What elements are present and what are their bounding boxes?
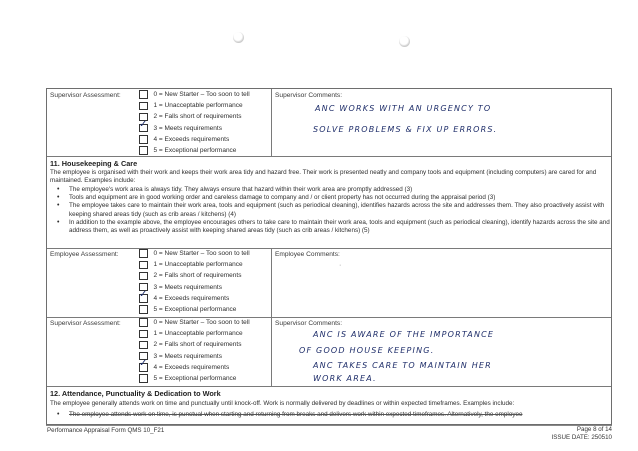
- rating-option-label: 0 = New Starter – Too soon to tell: [153, 91, 250, 99]
- rating-option-0: [139, 317, 250, 328]
- divider-h1: [47, 156, 611, 157]
- employee-comments-label: Employee Comments:: [275, 251, 340, 258]
- rating-option-5: [139, 373, 250, 384]
- supervisor-handwriting-line-3: ANC IS AWARE OF THE IMPORTANCE: [313, 330, 495, 339]
- rating-option-1: [139, 259, 250, 270]
- rating-options-3: [139, 317, 250, 384]
- page-number: Page 8 of 14: [576, 426, 612, 433]
- rating-option-label: 4 = Exceeds requirements: [153, 135, 230, 143]
- rating-option-1: [139, 100, 250, 111]
- section-12-title: 12. Attendance, Punctuality & Dedication to Work: [50, 389, 221, 398]
- list-item: • The employee's work area is always tidy. They always ensure that hazard within their work area are promptly addressed (3): [69, 186, 624, 194]
- rating-option-1: [139, 328, 250, 339]
- rating-options-2: [139, 248, 250, 315]
- stray-mark: ·: [339, 262, 342, 269]
- supervisor-assessment-block-2: [47, 317, 611, 386]
- punch-hole-right: [399, 36, 410, 47]
- issue-date: ISSUE DATE: 250510: [551, 433, 612, 441]
- checkbox[interactable]: [139, 330, 148, 339]
- list-item: • Tools and equipment are in good working order and careless damage to company and / or client property has not occurred during the appraisal period (3): [69, 194, 624, 202]
- rating-option-label: 2 = Falls short of requirements: [153, 113, 242, 121]
- checkbox[interactable]: [139, 318, 148, 327]
- footer-rule: [46, 425, 612, 426]
- list-item: • The employee attends work on time, is punctual when starting and returning from breaks and delivers work within expected timeframes. Alternatively, the employee: [69, 411, 624, 419]
- supervisor-handwriting-line-5: ANC TAKES CARE TO MAINTAIN HER: [313, 361, 492, 370]
- checkbox[interactable]: [139, 261, 148, 270]
- footer-form-id: Performance Appraisal Form QMS 10_F21: [47, 427, 165, 434]
- rating-option-label: 5 = Exceptional performance: [153, 306, 237, 314]
- checkbox[interactable]: [139, 305, 148, 314]
- rating-option-label: 3 = Meets requirements: [153, 124, 222, 132]
- rating-options-1: [139, 89, 250, 156]
- checkbox[interactable]: [139, 102, 148, 111]
- checkbox[interactable]: [139, 294, 148, 303]
- rating-option-label: 5 = Exceptional performance: [153, 375, 237, 383]
- footer-page-info: [552, 426, 612, 441]
- rating-option-3: [139, 282, 250, 293]
- checkbox[interactable]: [139, 374, 148, 383]
- rating-option-label: 1 = Unacceptable performance: [153, 261, 243, 269]
- rating-option-4: [139, 362, 250, 373]
- rating-option-5: [139, 145, 250, 156]
- rating-option-label: 4 = Exceeds requirements: [153, 363, 230, 371]
- list-item: • The employee takes care to maintain their work area, tools and equipment (such as periodical cleaning), identifies hazards across the site and addresses them. They also proactively assist with keeping shared areas tidy (such as crib areas / kitchens) (4): [69, 202, 624, 218]
- supervisor-comments-label: Supervisor Comments:: [275, 92, 343, 99]
- employee-assessment-block: [47, 248, 611, 317]
- rating-option-0: [139, 248, 250, 259]
- rating-option-label: 1 = Unacceptable performance: [153, 102, 243, 110]
- supervisor-handwriting-line-4: OF GOOD HOUSE KEEPING.: [299, 346, 435, 355]
- rating-option-label: 5 = Exceptional performance: [153, 147, 237, 155]
- rating-option-label: 3 = Meets requirements: [153, 352, 222, 360]
- rating-option-4: [139, 134, 250, 145]
- punch-hole-left: [233, 32, 244, 43]
- checkbox[interactable]: [139, 124, 148, 133]
- section-11-bullets: [47, 186, 624, 235]
- section-12-bullets: [47, 411, 624, 419]
- rating-option-label: 2 = Falls short of requirements: [153, 272, 242, 280]
- checkbox[interactable]: [139, 135, 148, 144]
- section-11-intro: The employee is organised with their work and keeps their work area tidy and hazard free. Their work is presented neatly and company tools and equipment (including computers) are cared for and maintained. Examples include:: [50, 169, 597, 185]
- rating-option-2: [139, 111, 250, 122]
- checkbox[interactable]: [139, 146, 148, 155]
- rating-option-label: 1 = Unacceptable performance: [153, 330, 243, 338]
- checkbox[interactable]: [139, 363, 148, 372]
- supervisor-handwriting-line-6: WORK AREA.: [313, 374, 377, 383]
- rating-option-label: 3 = Meets requirements: [153, 283, 222, 291]
- rating-option-0: [139, 89, 250, 100]
- rating-option-2: [139, 270, 250, 281]
- divider-v2: [271, 248, 272, 317]
- divider-v3: [271, 317, 272, 386]
- checkbox[interactable]: [139, 90, 148, 99]
- rating-option-3: [139, 351, 250, 362]
- rating-option-2: [139, 339, 250, 350]
- supervisor-handwriting-line-1: ANC WORKS WITH AN URGENCY TO: [315, 104, 492, 113]
- rating-option-5: [139, 304, 250, 315]
- checkbox[interactable]: [139, 249, 148, 258]
- rating-option-4: [139, 293, 250, 304]
- appraisal-page: [46, 88, 612, 425]
- rating-option-label: 4 = Exceeds requirements: [153, 294, 230, 302]
- divider-h4: [47, 386, 611, 387]
- employee-assessment-label: Employee Assessment:: [50, 251, 119, 258]
- supervisor-handwriting-line-2: SOLVE PROBLEMS & FIX UP ERRORS.: [313, 125, 498, 134]
- rating-option-3: [139, 123, 250, 134]
- checkbox[interactable]: [139, 341, 148, 350]
- rating-option-label: 0 = New Starter – Too soon to tell: [153, 319, 250, 327]
- section-11-title: 11. Housekeeping & Care: [50, 159, 138, 168]
- list-item: • In addition to the example above, the employee encourages others to take care to maintain their work area, tools and equipment (such as periodical cleaning), identify hazards across the site and address them, as well as proactively assist with keeping shared areas tidy (such as crib areas / kitchens) (5): [69, 219, 624, 235]
- divider-v1: [271, 89, 272, 156]
- supervisor-assessment-label: Supervisor Assessment:: [50, 92, 121, 99]
- rating-option-label: 0 = New Starter – Too soon to tell: [153, 250, 250, 258]
- checkbox[interactable]: [139, 272, 148, 281]
- supervisor-comments-label-2: Supervisor Comments:: [275, 320, 343, 327]
- supervisor-assessment-label-2: Supervisor Assessment:: [50, 320, 121, 327]
- rating-option-label: 2 = Falls short of requirements: [153, 341, 242, 349]
- section-12-intro: The employee generally attends work on time and punctually until knock-off. Work is normally delivered by deadlines or within expected timeframes. Examples include:: [50, 400, 515, 407]
- supervisor-assessment-block-1: [47, 89, 611, 156]
